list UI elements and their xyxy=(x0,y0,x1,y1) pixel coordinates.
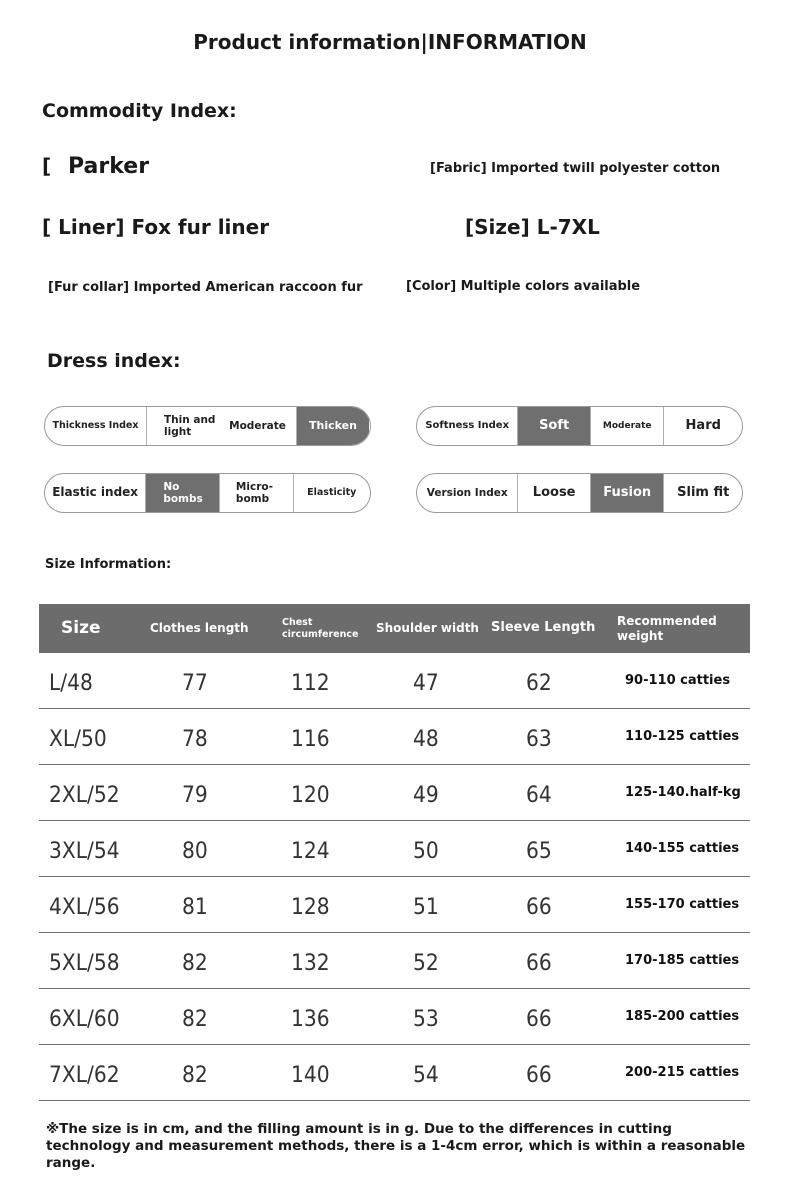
thickness-index xyxy=(44,406,371,446)
table-cell: 78 xyxy=(182,727,208,752)
table-cell: 81 xyxy=(182,895,208,920)
elastic-option-no-bombs: No bombs xyxy=(145,474,219,512)
table-cell: 52 xyxy=(413,951,439,976)
table-cell-weight: 140-155 catties xyxy=(625,841,740,856)
table-cell: 82 xyxy=(182,1007,208,1032)
table-row xyxy=(39,989,750,1045)
size-info-heading: Size Information: xyxy=(45,557,172,572)
table-cell: 79 xyxy=(182,783,208,808)
table-row xyxy=(39,821,750,877)
table-cell: 63 xyxy=(526,727,552,752)
dress-heading: Dress index: xyxy=(47,350,181,372)
thickness-option-thicken: Thicken xyxy=(296,407,369,445)
col-size: Size xyxy=(61,617,101,638)
elastic-option-micro-bomb: Micro-bomb xyxy=(219,474,293,512)
table-cell: 2XL/52 xyxy=(49,783,120,808)
col-clothes-length: Clothes length xyxy=(150,621,249,635)
name-bracket: [ xyxy=(42,154,52,178)
version-label: Version Index xyxy=(426,486,508,499)
table-cell: 120 xyxy=(291,783,330,808)
table-cell: 5XL/58 xyxy=(49,951,120,976)
table-cell: 54 xyxy=(413,1063,439,1088)
color-info: [Color] Multiple colors available xyxy=(406,279,641,294)
col-weight: Recommended weight xyxy=(617,613,717,643)
softness-option-moderate: Moderate xyxy=(590,407,664,445)
softness-option-hard: Hard xyxy=(663,407,742,445)
size-note: ※The size is in cm, and the filling amount is in g. Due to the differences in cutting technology and measurement methods, there is a 1-4cm error, which is within a reasonable range. xyxy=(46,1121,746,1171)
size-table-header xyxy=(39,604,750,653)
table-cell-weight: 170-185 catties xyxy=(625,953,740,968)
commodity-heading: Commodity Index: xyxy=(42,100,237,122)
table-cell: 66 xyxy=(526,951,552,976)
softness-option-soft: Soft xyxy=(517,407,590,445)
elastic-option-elasticity: Elasticity xyxy=(293,474,370,512)
table-cell: 80 xyxy=(182,839,208,864)
table-cell-weight: 90-110 catties xyxy=(625,673,731,688)
table-row xyxy=(39,709,750,765)
softness-index xyxy=(416,406,743,446)
table-cell: 66 xyxy=(526,1063,552,1088)
table-cell: XL/50 xyxy=(49,727,107,752)
table-cell: 50 xyxy=(413,839,439,864)
table-cell-weight: 200-215 catties xyxy=(625,1065,740,1080)
table-cell: 77 xyxy=(182,671,208,696)
table-cell: 62 xyxy=(526,671,552,696)
commodity-name: Parker xyxy=(68,154,150,179)
thickness-label: Thickness Index xyxy=(52,419,139,431)
table-cell: 47 xyxy=(413,671,439,696)
table-cell: 48 xyxy=(413,727,439,752)
elastic-index xyxy=(44,473,371,513)
version-option-fusion: Fusion xyxy=(590,474,664,512)
table-row xyxy=(39,877,750,933)
table-cell: 128 xyxy=(291,895,330,920)
thickness-option-moderate: Moderate xyxy=(229,419,286,432)
version-option-slim-fit: Slim fit xyxy=(663,474,742,512)
table-cell: 51 xyxy=(413,895,439,920)
fabric-info: [Fabric] Imported twill polyester cotton xyxy=(430,161,721,176)
table-cell: 82 xyxy=(182,1063,208,1088)
col-sleeve: Sleeve Length xyxy=(491,620,596,636)
table-cell: 136 xyxy=(291,1007,330,1032)
table-cell: 112 xyxy=(291,671,330,696)
table-row xyxy=(39,933,750,989)
table-cell: 116 xyxy=(291,727,330,752)
elastic-label: Elastic index xyxy=(52,485,139,500)
table-cell: 53 xyxy=(413,1007,439,1032)
version-index xyxy=(416,473,743,513)
softness-label: Softness Index xyxy=(425,420,510,432)
table-cell-weight: 155-170 catties xyxy=(625,897,740,912)
col-shoulder: Shoulder width xyxy=(376,621,479,635)
table-cell: 3XL/54 xyxy=(49,839,120,864)
table-cell: 4XL/56 xyxy=(49,895,120,920)
table-cell: 66 xyxy=(526,895,552,920)
table-cell: 66 xyxy=(526,1007,552,1032)
table-cell-weight: 110-125 catties xyxy=(625,729,740,744)
table-cell: 49 xyxy=(413,783,439,808)
table-row xyxy=(39,765,750,821)
table-cell: 132 xyxy=(291,951,330,976)
table-cell-weight: 185-200 catties xyxy=(625,1009,740,1024)
version-option-loose: Loose xyxy=(517,474,590,512)
table-cell: L/48 xyxy=(49,671,93,696)
table-row xyxy=(39,1045,750,1101)
table-cell-weight: 125-140.half-kg xyxy=(625,785,741,800)
table-cell: 64 xyxy=(526,783,552,808)
liner-info: [ Liner] Fox fur liner xyxy=(42,215,270,239)
table-cell: 7XL/62 xyxy=(49,1063,120,1088)
fur-collar-info: [Fur collar] Imported American raccoon fur xyxy=(48,280,363,295)
table-row xyxy=(39,653,750,709)
table-cell: 124 xyxy=(291,839,330,864)
table-cell: 82 xyxy=(182,951,208,976)
table-cell: 140 xyxy=(291,1063,330,1088)
col-chest: Chest circumference xyxy=(282,616,359,640)
size-range-info: [Size] L-7XL xyxy=(465,215,600,239)
table-cell: 6XL/60 xyxy=(49,1007,120,1032)
thickness-option-thin: Thin and light xyxy=(146,407,219,445)
table-cell: 65 xyxy=(526,839,552,864)
page-title: Product information|INFORMATION xyxy=(193,30,587,54)
